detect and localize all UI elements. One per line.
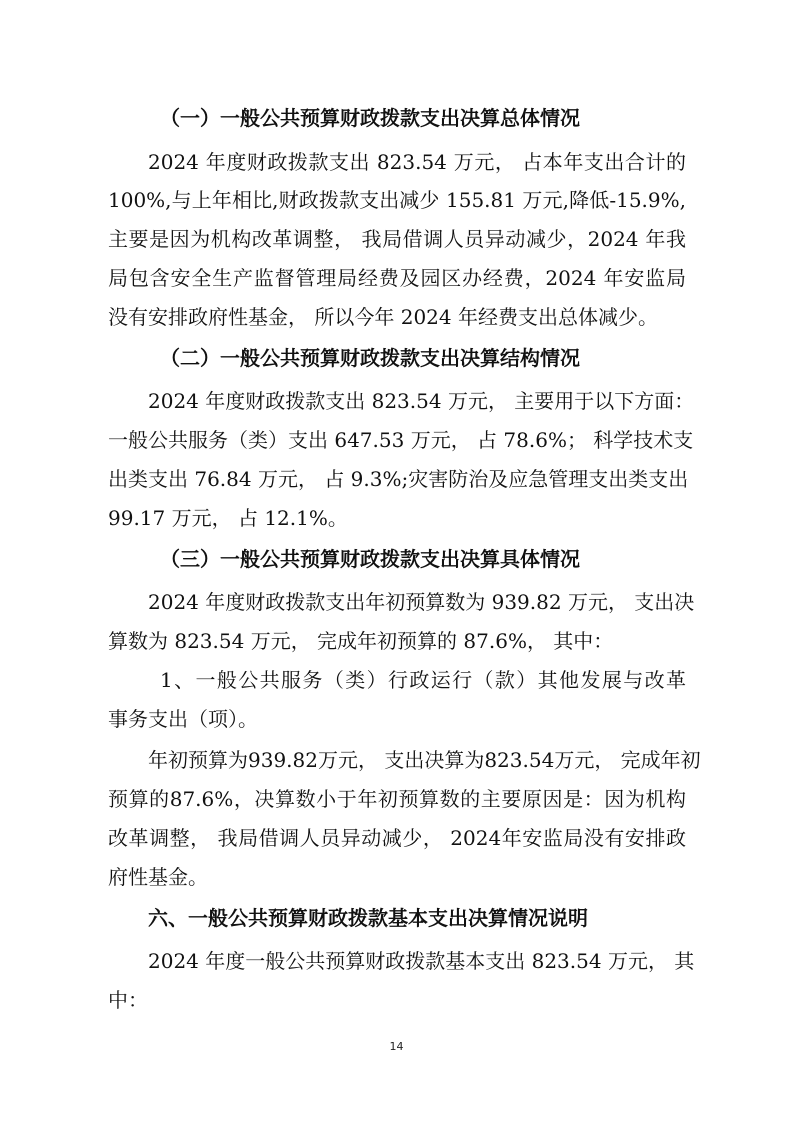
paragraph-line: 2024 年度财政拨款支出年初预算数为 939.82 万元， 支出决 — [148, 590, 695, 614]
page-number: 14 — [389, 1040, 404, 1053]
paragraph-line: 没有安排政府性基金， 所以今年 2024 年经费支出总体减少。 — [108, 305, 658, 329]
paragraph-line: 中： — [108, 988, 148, 1012]
paragraph-line: 出类支出 76.84 万元， 占 9.3%;灾害防治及应急管理支出类支出 — [108, 467, 689, 491]
paragraph-line: 一般公共服务（类）支出 647.53 万元， 占 78.6%； 科学技术支 — [108, 428, 694, 452]
paragraph-line: 2024 年度一般公共预算财政拨款基本支出 823.54 万元， 其 — [148, 949, 695, 973]
paragraph-line: 改革调整， 我局借调人员异动减少， 2024年安监局没有安排政 — [108, 826, 686, 850]
list-item-line: 1、一般公共服务（类）行政运行（款）其他发展与改革 — [160, 668, 686, 692]
section-heading-3: （三）一般公共预算财政拨款支出决算具体情况 — [160, 547, 580, 571]
paragraph-line: 2024 年度财政拨款支出 823.54 万元， 主要用于以下方面： — [148, 389, 695, 413]
paragraph-line: 2024 年度财政拨款支出 823.54 万元， 占本年支出合计的 — [148, 150, 686, 174]
paragraph-line: 局包含安全生产监督管理局经费及园区办经费，2024 年安监局 — [108, 266, 686, 290]
section-heading-2: （二）一般公共预算财政拨款支出决算结构情况 — [160, 346, 580, 370]
paragraph-line: 主要是因为机构改革调整， 我局借调人员异动减少，2024 年我 — [108, 227, 686, 251]
paragraph-line: 99.17 万元， 占 12.1%。 — [108, 506, 348, 530]
paragraph-line: 府性基金。 — [108, 865, 208, 889]
paragraph-line: 年初预算为939.82万元， 支出决算为823.54万元， 完成年初 — [148, 748, 701, 772]
list-item-line: 事务支出（项）。 — [108, 707, 258, 731]
section-heading-4: 六、一般公共预算财政拨款基本支出决算情况说明 — [148, 906, 588, 930]
paragraph-line: 100%,与上年相比,财政拨款支出减少 155.81 万元,降低-15.9%, — [108, 188, 686, 212]
section-heading-1: （一）一般公共预算财政拨款支出决算总体情况 — [160, 106, 580, 130]
paragraph-line: 预算的87.6%，决算数小于年初预算数的主要原因是：因为机构 — [108, 787, 686, 811]
paragraph-line: 算数为 823.54 万元， 完成年初预算的 87.6%， 其中： — [108, 629, 614, 653]
